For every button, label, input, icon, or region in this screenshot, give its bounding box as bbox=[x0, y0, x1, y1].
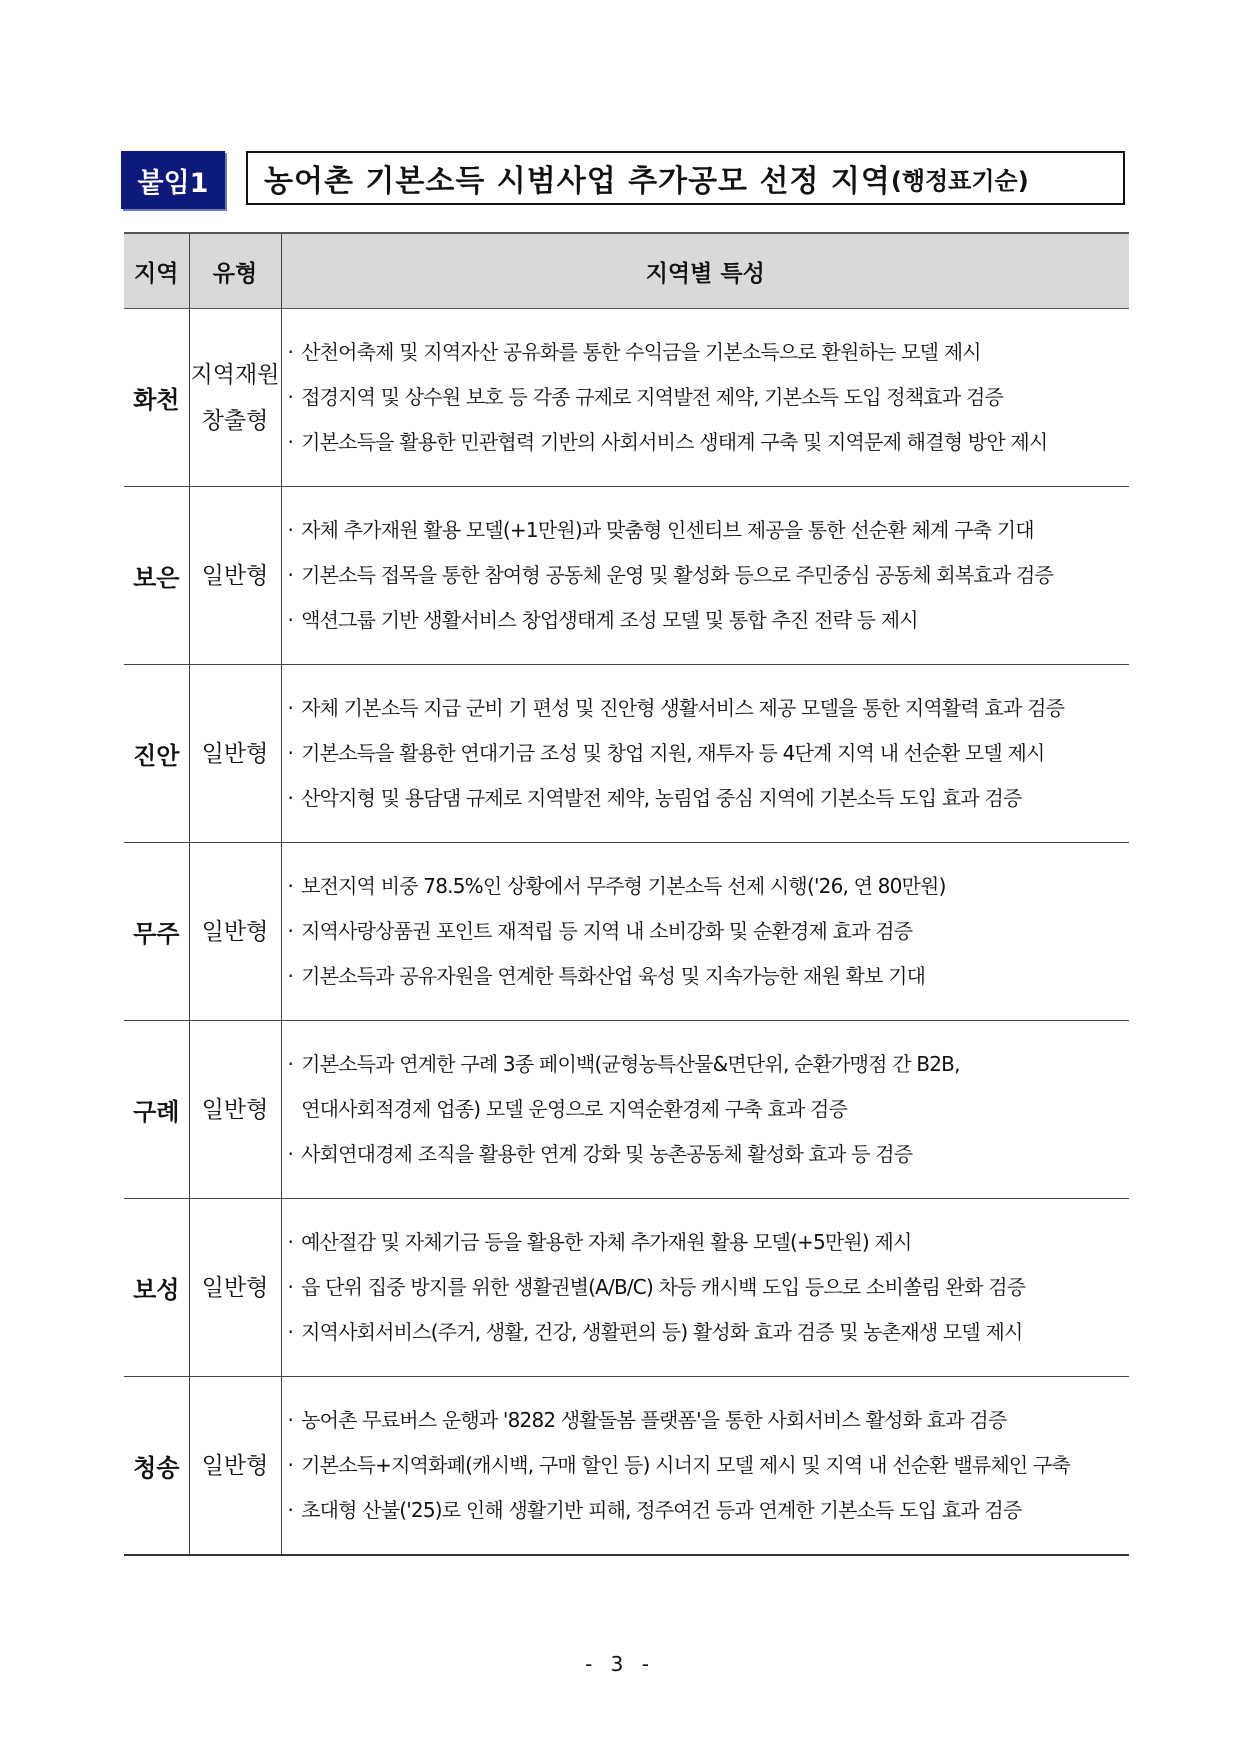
feature-item: · 자체 추가재원 활용 모델(+1만원)과 맞춤형 인센티브 제공을 통한 선순환 체계 구축 기대 bbox=[288, 508, 1124, 553]
region-features bbox=[281, 487, 1129, 665]
feature-item: · 산악지형 및 용담댐 규제로 지역발전 제약, 농림업 중심 지역에 기본소득 도입 효과 검증 bbox=[288, 776, 1124, 821]
region-type-line: 일반형 bbox=[201, 1274, 269, 1301]
page-number: - 3 - bbox=[585, 1652, 655, 1676]
region-name: 보은 bbox=[124, 487, 189, 665]
region-type-line: 일반형 bbox=[201, 918, 269, 945]
table-header-row bbox=[124, 233, 1129, 309]
feature-item: · 자체 기본소득 지급 군비 기 편성 및 진안형 생활서비스 제공 모델을 통한 지역활력 효과 검증 bbox=[288, 686, 1124, 731]
region-type bbox=[189, 1377, 281, 1556]
feature-item: · 기본소득 접목을 통한 참여형 공동체 운영 및 활성화 등으로 주민중심 공동체 회복효과 검증 bbox=[288, 553, 1124, 598]
region-type bbox=[189, 309, 281, 487]
feature-item: · 기본소득과 연계한 구례 3종 페이백(균형농특산물&면단위, 순환가맹점 간 B2B, bbox=[288, 1042, 1124, 1087]
feature-item: · 초대형 산불('25)로 인해 생활기반 피해, 정주여건 등과 연계한 기본소득 도입 효과 검증 bbox=[288, 1488, 1124, 1533]
column-header-type: 유형 bbox=[189, 233, 281, 309]
table-row bbox=[124, 1377, 1129, 1556]
region-type-line: 일반형 bbox=[201, 1452, 269, 1479]
region-name: 보성 bbox=[124, 1199, 189, 1377]
region-features bbox=[281, 1377, 1129, 1556]
regions-table bbox=[124, 232, 1129, 1556]
region-features bbox=[281, 843, 1129, 1021]
region-name: 진안 bbox=[124, 665, 189, 843]
attachment-badge: 붙임1 bbox=[121, 151, 225, 209]
feature-item: · 예산절감 및 자체기금 등을 활용한 자체 추가재원 활용 모델(+5만원) 제시 bbox=[288, 1220, 1124, 1265]
region-type bbox=[189, 1021, 281, 1199]
region-features bbox=[281, 309, 1129, 487]
feature-item: · 읍 단위 집중 방지를 위한 생활권별(A/B/C) 차등 캐시백 도입 등으로 소비쏠림 완화 검증 bbox=[288, 1265, 1124, 1310]
title-text: 농어촌 기본소득 시범사업 추가공모 선정 지역 bbox=[264, 164, 891, 199]
feature-item: · 사회연대경제 조직을 활용한 연계 강화 및 농촌공동체 활성화 효과 등 검증 bbox=[288, 1132, 1124, 1177]
region-name: 구례 bbox=[124, 1021, 189, 1199]
region-type bbox=[189, 487, 281, 665]
table-body bbox=[124, 309, 1129, 1556]
document-title bbox=[246, 151, 1125, 205]
table-row bbox=[124, 1199, 1129, 1377]
region-type bbox=[189, 1199, 281, 1377]
region-features bbox=[281, 1199, 1129, 1377]
region-type-line: 일반형 bbox=[201, 740, 269, 767]
feature-item: · 접경지역 및 상수원 보호 등 각종 규제로 지역발전 제약, 기본소득 도입 정책효과 검증 bbox=[288, 375, 1124, 420]
title-suffix: (행정표기순) bbox=[890, 166, 1029, 195]
region-name: 무주 bbox=[124, 843, 189, 1021]
region-type-line: 일반형 bbox=[201, 1096, 269, 1123]
column-header-region: 지역 bbox=[124, 233, 189, 309]
feature-item: · 기본소득과 공유자원을 연계한 특화산업 육성 및 지속가능한 재원 확보 기대 bbox=[288, 954, 1124, 999]
column-header-features: 지역별 특성 bbox=[281, 233, 1129, 309]
feature-item: 연대사회적경제 업종) 모델 운영으로 지역순환경제 구축 효과 검증 bbox=[301, 1097, 848, 1121]
table-row bbox=[124, 309, 1129, 487]
feature-item: · 지역사회서비스(주거, 생활, 건강, 생활편의 등) 활성화 효과 검증 및 농촌재생 모델 제시 bbox=[288, 1310, 1124, 1355]
table-row bbox=[124, 843, 1129, 1021]
feature-item: · 산천어축제 및 지역자산 공유화를 통한 수익금을 기본소득으로 환원하는 모델 제시 bbox=[288, 330, 1124, 375]
region-type-line: 창출형 bbox=[201, 407, 269, 434]
title-row bbox=[121, 151, 1127, 209]
feature-item: · 지역사랑상품권 포인트 재적립 등 지역 내 소비강화 및 순환경제 효과 검증 bbox=[288, 909, 1124, 954]
table-row bbox=[124, 487, 1129, 665]
table-row bbox=[124, 665, 1129, 843]
feature-item: · 액션그룹 기반 생활서비스 창업생태계 조성 모델 및 통합 추진 전략 등 제시 bbox=[288, 598, 1124, 643]
region-name: 화천 bbox=[124, 309, 189, 487]
region-type bbox=[189, 665, 281, 843]
feature-item: · 기본소득+지역화폐(캐시백, 구매 할인 등) 시너지 모델 제시 및 지역 내 선순환 밸류체인 구축 bbox=[288, 1443, 1124, 1488]
region-type-line: 지역재원 bbox=[190, 361, 280, 388]
region-type-line: 일반형 bbox=[201, 562, 269, 589]
region-type bbox=[189, 843, 281, 1021]
feature-item: · 기본소득을 활용한 연대기금 조성 및 창업 지원, 재투자 등 4단계 지역 내 선순환 모델 제시 bbox=[288, 731, 1124, 776]
region-features bbox=[281, 665, 1129, 843]
region-features bbox=[281, 1021, 1129, 1199]
feature-item: · 농어촌 무료버스 운행과 '8282 생활돌봄 플랫폼'을 통한 사회서비스 활성화 효과 검증 bbox=[288, 1398, 1124, 1443]
region-name: 청송 bbox=[124, 1377, 189, 1556]
table-row bbox=[124, 1021, 1129, 1199]
feature-item: · 기본소득을 활용한 민관협력 기반의 사회서비스 생태계 구축 및 지역문제 해결형 방안 제시 bbox=[288, 420, 1124, 465]
feature-item: · 보전지역 비중 78.5%인 상황에서 무주형 기본소득 선제 시행('26, 연 80만원) bbox=[288, 864, 1124, 909]
